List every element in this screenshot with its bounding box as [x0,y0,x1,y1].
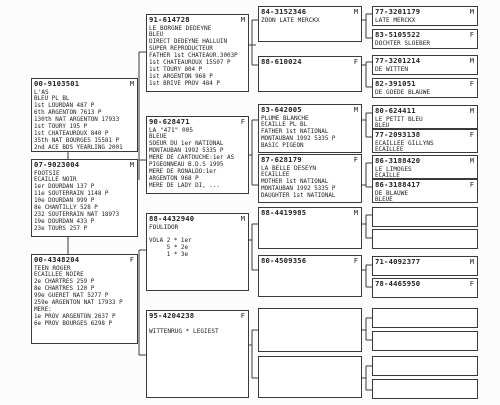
result-line: 1er DOURDAN 137 P [34,183,95,190]
ring-number: 82-391051 [375,79,416,88]
sex-marker: M [469,258,474,266]
result-line: SUPER REPRODUCTEUR [149,45,213,52]
result-line: MERE: [34,306,52,313]
sex-marker: M [469,157,474,165]
pigeon-name: LA "471" 005 [149,126,194,134]
ring-number: 86-3188417 [375,180,421,189]
result-line: 259e ARGENTON NAT 17933 P [34,299,123,306]
result-line: MOTHER 1st NATIONAL [261,178,329,185]
result-line: MONTAUBAN 1992 5335 P [149,147,224,154]
sex-marker: F [469,280,474,288]
sex-marker: F [469,80,474,88]
result-line: 130th NAT ARGENTON 17933 [34,116,120,123]
sex-marker: F [353,156,358,164]
result-line: 1st BRIVE PROV 484 P [149,80,220,87]
ring-number: 07-9023004 [34,160,80,169]
sex-marker: F [129,256,134,264]
result-line: 6e PROV BOURGES 6298 P [34,320,113,327]
sex-marker: M [240,215,245,223]
result-line: 99e GUERET NAT 5277 P [34,292,109,299]
sex-marker: M [469,57,474,65]
result-line: MONTAUBAN 1992 5335 P [261,185,336,192]
sex-marker: M [469,8,474,16]
pigeon-name: LE PETIT BLEU [375,115,423,123]
result-line: ARGENTON 968 P [149,175,199,182]
ring-number: 83-642005 [261,105,302,114]
result-line: 1e PROV ARGENTON 2637 P [34,313,116,320]
color-text: BLEU PL BL [34,95,70,102]
pigeon-name: ECAILLEE GILLYNS [375,139,434,147]
result-line: 232 SOUTERRAIN NAT 18973 [34,211,120,218]
result-line: 8e CHANTILLY 528 P [34,204,98,211]
pigeon-name: LA BELLE DESEYN [261,164,317,172]
pigeon-name: DOCHTER SLOEBER [375,39,431,47]
ring-number: 83-5105522 [375,30,421,39]
ggg-parent-card [372,278,478,298]
great-grandparent-card [258,154,362,203]
ring-number: 95-4204238 [149,311,195,320]
ring-number: 90-628471 [149,117,190,126]
sex-marker: F [240,118,245,126]
result-line: 5 * 2e [149,244,189,251]
pigeon-name: ZOON LATE MERCKX [261,16,320,24]
ring-number: 77-3201214 [375,56,421,65]
result-line: MERE DE RONALDO:1er [149,168,217,175]
pigeon-name: LATE MERCKX [375,16,416,24]
result-line: PIGEONNEAU B.D.S 1995 [149,161,224,168]
pigeon-name: L'AS [34,88,49,96]
pigeon-name: LE BORGNE DEDEYNE [149,24,212,32]
result-line: 23e TOURS 257 P [34,225,88,232]
color-text: BLEU [149,31,164,38]
great-grandparent-card [258,104,362,153]
ring-number: 86-3188420 [375,156,421,165]
ring-number: 77-2093138 [375,130,421,139]
ring-number: 00-4348204 [34,255,80,264]
result-line: FATHER 1st CHATEAUR.3003P [149,52,238,59]
pigeon-name: DE BLAUWE [375,189,409,197]
ggg-parent-card [372,129,478,153]
ggg-parent-card [372,331,478,351]
ring-number: 80-624411 [375,106,416,115]
pigeon-name: DE WITTEN [375,65,409,73]
ggg-parent-card [372,229,478,249]
pigeon-name: PLUME BLANCHE [261,114,309,122]
grandparent-card [146,14,249,92]
result-line: 1st ARGENTON 968 P [149,73,213,80]
result-line: DIRECT DEDEYNE HALLUIN [149,38,228,45]
ggg-parent-card [372,207,478,227]
subject-pigeon-card [31,78,138,152]
color-text: ECAILLEE [261,171,290,178]
result-line: FATHER 1st NATIONAL [261,128,329,135]
blank-line [147,231,248,238]
color-text: BLEUE [149,133,167,140]
ring-number: 80-4509356 [261,256,307,265]
sex-marker: M [129,80,134,88]
ring-number: 78-4465950 [375,279,421,288]
color-text: ECAILLE PL BL [261,121,308,128]
ggg-parent-card [372,78,478,98]
result-line: 10e DOURDAN 999 P [34,197,95,204]
ring-number: 87-628179 [261,155,302,164]
color-text: BLEUE [375,196,393,203]
grandparent-card [146,213,249,291]
result-line: 11e SOUTERRAIN 1148 P [34,190,109,197]
sex-marker: M [129,161,134,169]
pigeon-name: TEEN ROGER [34,264,71,272]
pigeon-name: FOULIDOR [149,223,179,231]
ggg-parent-card [372,179,478,203]
ggg-parent-card [372,256,478,276]
ggg-parent-card [372,29,478,49]
blank-line [147,321,248,328]
sex-marker: F [469,181,474,189]
sex-marker: F [353,257,358,265]
ring-number: 71-4092377 [375,257,421,266]
sex-marker: F [469,31,474,39]
great-grandparent-card [258,308,362,352]
result-line: 1st TOURY 804 P [149,66,203,73]
ring-number: 77-3201179 [375,7,421,16]
sex-marker: M [353,106,358,114]
result-line: MERE DE LADY DI, ... [149,182,220,189]
pigeon-name: WITTENRUG * LEGIEST [149,327,219,335]
result-line: SOEUR DU 1er NATIONAL [149,140,224,147]
sex-marker: M [469,107,474,115]
ggg-parent-card [372,308,478,328]
result-line: 35th NAT BOURGES 15581 P [34,137,120,144]
ggg-parent-card [372,155,478,179]
great-grandparent-card [258,207,362,249]
grandparent-card [146,310,249,398]
great-grandparent-card [258,255,362,297]
ggg-parent-card [372,6,478,26]
result-line: MERE DE CARTOUCHE:1er AS [149,154,235,161]
sex-marker: F [240,312,245,320]
result-line: 1 * 3e [149,251,189,258]
ring-number: 88-610024 [261,57,302,66]
sex-marker: M [353,8,358,16]
sex-marker: F [469,131,474,139]
great-grandparent-card [258,6,362,42]
color-text: ECAILLEE NOIRE [34,271,84,278]
result-line: 2e CHARTRES 259 P [34,278,95,285]
result-line: VOLA 2 * 1er [149,237,192,244]
ggg-parent-card [372,55,478,75]
pigeon-name: FOOTSIE [34,169,60,177]
sex-marker: F [353,58,358,66]
result-line: BASIC PIGEON [261,142,304,149]
result-line: DAUGHTER 1st NATIONAL [261,192,336,199]
pigeon-name: DE GOEDE BLAUWE [375,88,431,96]
color-text: ECAILLEE [375,146,404,153]
great-grandparent-card [258,56,362,92]
great-grandparent-card [258,356,362,398]
result-line: 8e CHARTRES 120 P [34,285,95,292]
sex-marker: M [353,209,358,217]
result-line: 2nd ACE BDS YEARLING 2001 [34,144,123,151]
color-text: ECAILLE NOIR [34,176,77,183]
ggg-parent-card [372,105,478,129]
grandparent-card [146,116,249,194]
result-line: 1st CHATEAUROUX 15507 P [149,59,231,66]
ring-number: 88-4432940 [149,214,195,223]
result-line: 1st TOURY 195 P [34,123,88,130]
ggg-parent-card [372,379,478,399]
sire-pigeon-card [31,159,138,237]
color-text: BLEU [375,122,390,129]
ring-number: 00-9103501 [34,79,80,88]
result-line: 1st CHATEAUROUX 840 P [34,130,109,137]
result-line: 1st LOURDAN 487 P [34,102,95,109]
dam-pigeon-card [31,254,138,344]
ring-number: 91-614728 [149,15,190,24]
result-line: 6th ARGENTON 7613 P [34,109,102,116]
sex-marker: M [240,16,245,24]
pigeon-name: LE LIMOGES [375,165,412,173]
result-line: MONTAUBAN 1992 5335 P [261,135,336,142]
ring-number: 88-4419985 [261,208,307,217]
result-line: 19e DOURDAN 433 P [34,218,95,225]
ring-number: 84-3152346 [261,7,307,16]
color-text: ECAILLE [375,172,400,179]
ggg-parent-card [372,356,478,376]
